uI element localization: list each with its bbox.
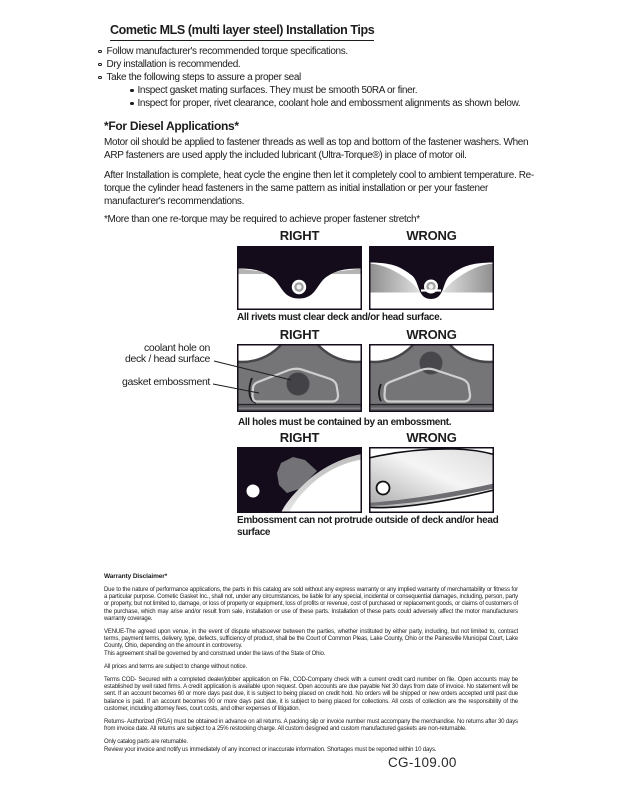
wrong-column-header: WRONG	[406, 327, 457, 342]
list-item	[130, 84, 534, 97]
list-item	[130, 97, 534, 110]
disclaimer-heading: Warranty Disclaimer*	[104, 573, 168, 580]
disclaimer-paragraph: All prices and terms are subject to change without notice.	[104, 663, 248, 670]
list-item	[98, 58, 534, 71]
open-bullet-icon	[98, 76, 102, 80]
open-bullet-icon	[98, 63, 102, 67]
disclaimer-paragraph: Due to the nature of performance applications, the parts in this catalog are sold without any express warranty or any implied warranty of merchantability or fitness for a particular purpose. Cometic Gasket Inc., shall not, under any circumstances, be liable for any special, incidental or consequential damages, including, person, party or property, but not limited to, damage, or loss of property or equipment, loss of profits or revenue, cost of purchased or replacement goods, or claims of customers of the purchase, which may arise and/or result from sale, installation or use of these parts. Installation of these parts could adversely affect the motor manufacturers warranty coverage.	[104, 587, 518, 622]
coolant-hole-label: coolant hole on	[144, 342, 210, 354]
filled-bullet-icon	[130, 89, 134, 93]
wrong-column-header: WRONG	[406, 430, 457, 445]
list-item	[98, 45, 534, 58]
catalog-code: CG-109.00	[388, 755, 457, 770]
bolt-hole-icon	[377, 482, 390, 495]
page-title: Cometic MLS (multi layer steel) Installation Tips	[110, 23, 374, 41]
diesel-section-heading: *For Diesel Applications*	[104, 119, 239, 133]
disclaimer-paragraph: Only catalog parts are returnable.	[104, 739, 188, 746]
retorque-note: *More than one re-torque may be required to achieve proper fastener stretch*	[104, 214, 420, 225]
rivet-clearance-right-diagram	[237, 246, 362, 310]
tip-text: Follow manufacturer's recommended torque specifications.	[106, 46, 348, 57]
protrusion-wrong-diagram	[369, 447, 494, 513]
protrusion-caption: Embossment can not protrude outside of deck and/or head surface	[237, 515, 499, 538]
disclaimer-paragraph: This agreement shall be governed by and construed under the laws of the State of Ohio.	[104, 650, 326, 657]
tip-text: Dry installation is recommended.	[106, 59, 241, 70]
wrong-column-header: WRONG	[406, 228, 457, 243]
right-column-header: RIGHT	[279, 327, 320, 342]
disclaimer-paragraph: Terms COD- Secured with a completed dealer/jobber application on File, COD-Company check with a current credit card number on file. Open accounts may be established by well rated firms. A credit application is available upon request. Open accounts are due payable Net 30 days from date of invoice. No statement will be sent. If an account becomes 60 or more days past due, it is subject to being placed on credit hold. No orders will be shipped or new orders accepted until past due balance is paid. If an account becomes 90 or more days past due, it is subject to being placed for collections. All costs of collection are the responsibility of the customer, including attorney fees, court costs, and other expenses of litigation.	[104, 677, 518, 712]
disclaimer-paragraph: Returns- Authorized (RGA) must be obtained in advance on all returns. A packing slip or invoice number must accompany the merchandise. No returns after 30 days from invoice date. All returns are subject to a 25% restocking charge. All custom designed and custom manufactured gaskets are non-returnable.	[104, 719, 518, 733]
rivet-caption: All rivets must clear deck and/or head surface.	[237, 312, 442, 323]
bolt-hole-icon	[247, 485, 260, 498]
embossment-wrong-diagram	[369, 344, 494, 412]
tip-text: Inspect for proper, rivet clearance, coolant hole and embossment alignments as shown below.	[137, 98, 521, 109]
diesel-paragraph: Motor oil should be applied to fastener threads as well as top and bottom of the fastener washers. When ARP fasteners are used apply the included lubricant (Ultra-Torque®) in place of motor oil.	[104, 137, 529, 161]
right-column-header: RIGHT	[279, 430, 320, 445]
protrusion-right-diagram	[237, 447, 362, 513]
coolant-hole-icon	[287, 373, 310, 396]
tip-text: Inspect gasket mating surfaces. They must be smooth 50RA or finer.	[137, 85, 418, 96]
disclaimer-paragraph: Review your invoice and notify us immediately of any incorrect or inaccurate information. Shortages must be reported within 10 days.	[104, 746, 437, 753]
installation-tips-list	[98, 45, 534, 110]
coolant-hole-label-line2: deck / head surface	[125, 353, 210, 365]
embossment-right-diagram	[237, 344, 362, 412]
warranty-disclaimer	[104, 573, 518, 760]
gasket-embossment-label: gasket embossment	[121, 376, 210, 388]
right-column-header: RIGHT	[279, 228, 320, 243]
holes-caption: All holes must be contained by an embossment.	[238, 417, 452, 428]
filled-bullet-icon	[130, 102, 134, 106]
list-item	[98, 71, 534, 84]
rivet-clearance-wrong-diagram	[369, 246, 494, 310]
open-bullet-icon	[98, 50, 102, 54]
tip-text: Take the following steps to assure a proper seal	[106, 72, 301, 83]
diesel-paragraph: After Installation is complete, heat cycle the engine then let it completely cool to ambient temperature. Re-torque the cylinder head fasteners in the same pattern as initial installation or per your fastener manufacturer's recommendations.	[104, 170, 534, 207]
disclaimer-paragraph: VENUE-The agreed upon venue, in the event of dispute whatsoever between the parties, whether instituted by either party, including, but not limited to, contract terms, payment terms, delivery, type, defects, sufficiency of product, shall be the Court of Common Pleas, Lake County, Ohio or the Painesville Municipal Court, Lake County, Ohio, depending on the amount in controversy.	[104, 629, 518, 650]
